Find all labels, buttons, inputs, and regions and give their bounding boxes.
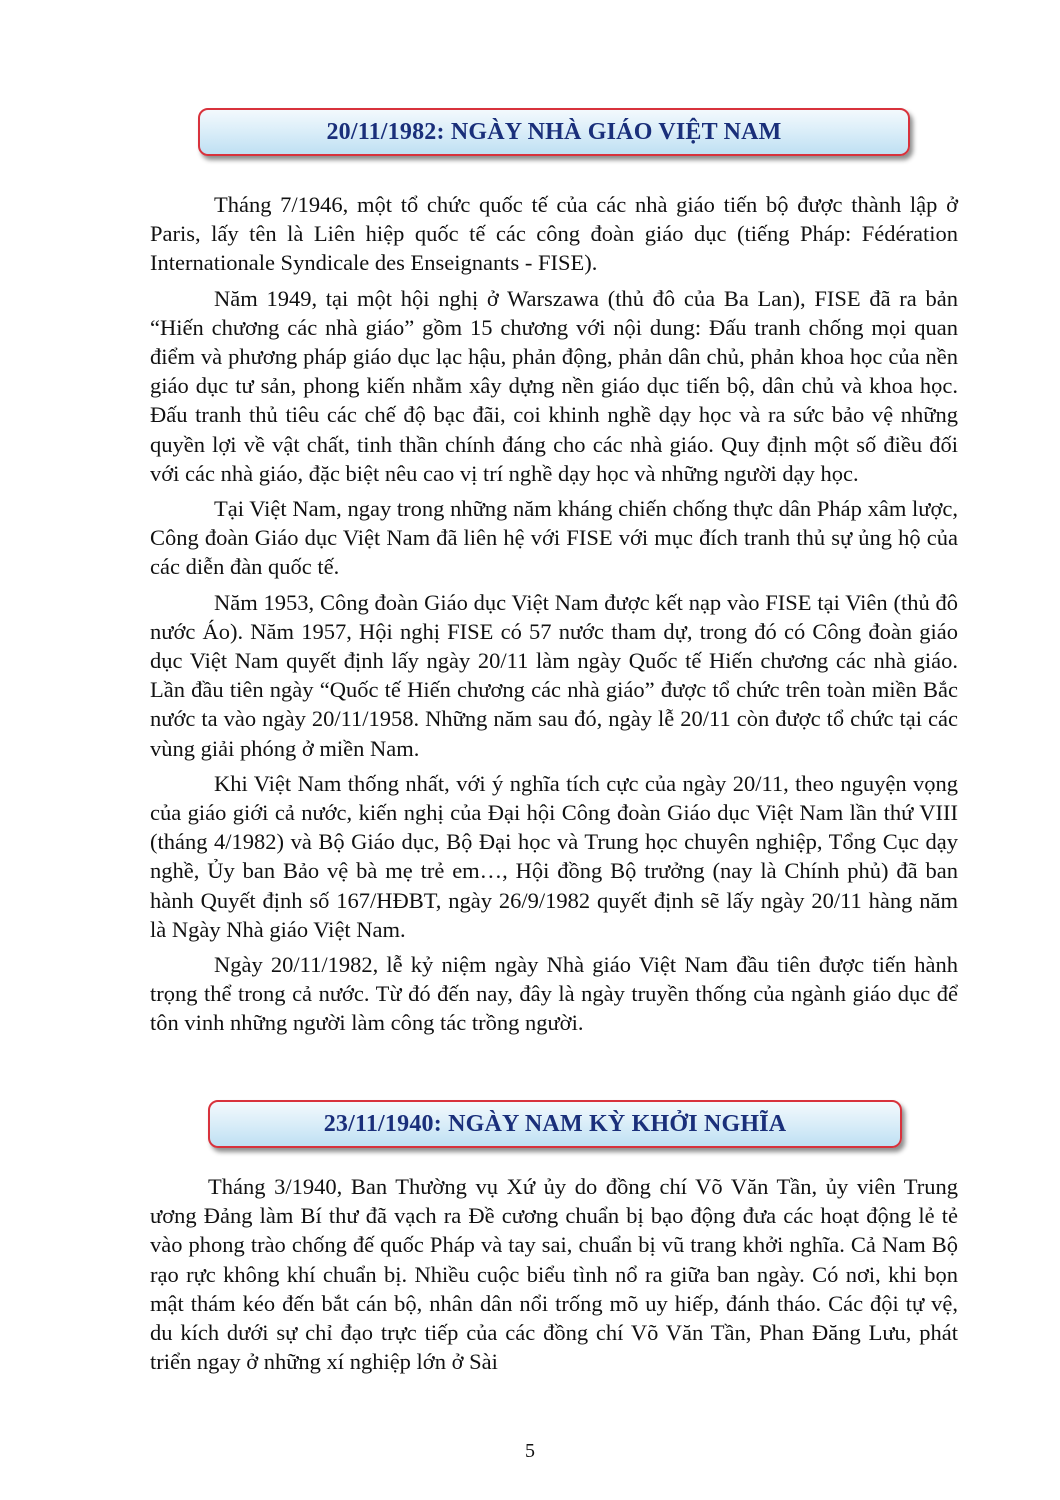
section-southern-uprising-body [150,1172,958,1382]
paragraph: Tháng 7/1946, một tổ chức quốc tế của các nhà giáo tiến bộ được thành lập ở Paris, lấy tên là Liên hiệp quốc tế các công đoàn giáo dục (tiếng Pháp: Fédération Internationale Syndicale des Enseignants - FISE). [150,192,958,276]
section-heading-text: 20/11/1982: NGÀY NHÀ GIÁO VIỆT NAM [326,118,782,145]
paragraph: Tháng 3/1940, Ban Thường vụ Xứ ủy do đồng chí Võ Văn Tần, ủy viên Trung ương Đảng làm Bí thư đã vạch ra Đề cương chuẩn bị bạo động đưa các hoạt động lẻ tẻ vào phong trào chống đế quốc Pháp và tay sai, chuẩn bị vũ trang khởi nghĩa. Cả Nam Bộ rạo rực không khí chuẩn bị. Nhiều cuộc biểu tình nổ ra giữa ban ngày. Có nơi, khi bọn mật thám kéo đến bắt cán bộ, nhân dân nổi trống mõ uy hiếp, đánh tháo. Các đội tự vệ, du kích dưới sự chỉ đạo trực tiếp của các đồng chí Võ Văn Tần, Phan Đăng Lưu, phát triển ngay ở những xí nghiệp lớn ở Sài [150,1174,958,1375]
section-teachers-day-body [150,190,958,1044]
section-heading-southern-uprising [208,1100,902,1148]
page-number: 5 [525,1440,535,1462]
paragraph: Ngày 20/11/1982, lễ kỷ niệm ngày Nhà giáo Việt Nam đầu tiên được tiến hành trọng thể trong cả nước. Từ đó đến nay, đây là ngày truyền thống của ngành giáo dục để tôn vinh những người làm công tác trồng người. [150,952,958,1036]
paragraph: Năm 1953, Công đoàn Giáo dục Việt Nam được kết nạp vào FISE tại Viên (thủ đô nước Áo). Năm 1957, Hội nghị FISE có 57 nước tham dự, trong đó có Công đoàn giáo dục Việt Nam quyết định lấy ngày 20/11 làm ngày Quốc tế Hiến chương các nhà giáo. Lần đầu tiên ngày “Quốc tế Hiến chương các nhà giáo” được tổ chức trên toàn miền Bắc nước ta vào ngày 20/11/1958. Những năm sau đó, ngày lễ 20/11 còn được tổ chức tại các vùng giải phóng ở miền Nam. [150,589,958,761]
paragraph: Tại Việt Nam, ngay trong những năm kháng chiến chống thực dân Pháp xâm lược, Công đoàn Giáo dục Việt Nam đã liên hệ với FISE với mục đích tranh thủ sự ủng hộ của các diễn đàn quốc tế. [150,496,958,580]
section-heading-text: 23/11/1940: NGÀY NAM KỲ KHỞI NGHĨA [323,1110,787,1137]
paragraph: Khi Việt Nam thống nhất, với ý nghĩa tích cực của ngày 20/11, theo nguyện vọng của giáo giới cả nước, kiến nghị của Đại hội Công đoàn Giáo dục Việt Nam lần thứ VIII (tháng 4/1982) và Bộ Giáo dục, Bộ Đại học và Trung học chuyên nghiệp, Tổng Cục dạy nghề, Ủy ban Bảo vệ bà mẹ trẻ em…, Hội đồng Bộ trưởng (nay là Chính phủ) đã ban hành Quyết định số 167/HĐBT, ngày 26/9/1982 quyết định sẽ lấy ngày 20/11 hàng năm là Ngày Nhà giáo Việt Nam. [150,770,958,942]
section-heading-teachers-day [198,108,910,156]
paragraph: Năm 1949, tại một hội nghị ở Warszawa (thủ đô của Ba Lan), FISE đã ra bản “Hiến chương các nhà giáo” gồm 15 chương với nội dung: Đấu tranh chống mọi quan điểm và phương pháp giáo dục lạc hậu, phản động, phản dân chủ, phản khoa học của nền giáo dục tư sản, phong kiến nhằm xây dựng nền giáo dục tiến bộ, dân chủ và khoa học. Đấu tranh thủ tiêu các chế độ bạc đãi, coi khinh nghề dạy học và ra sức bảo vệ những quyền lợi về vật chất, tinh thần chính đáng cho các nhà giáo. Quy định một số điều đối với các nhà giáo, đặc biệt nêu cao vị trí nghề dạy học và những người dạy học. [150,285,958,486]
